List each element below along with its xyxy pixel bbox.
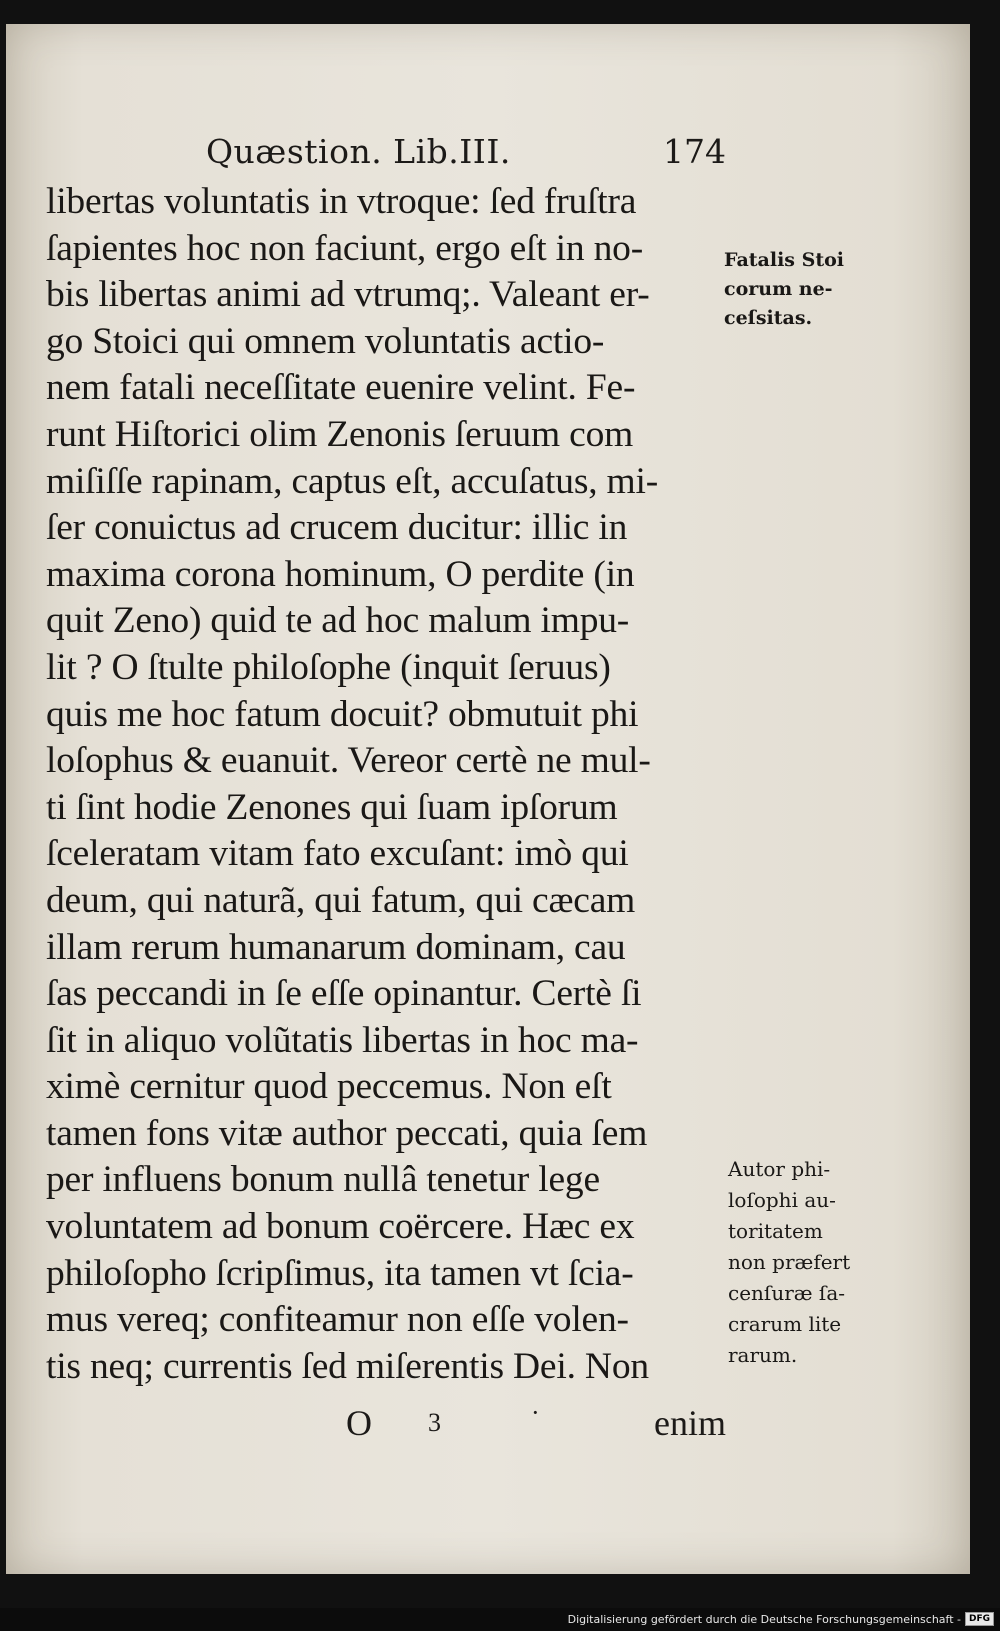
text-line: per influens bonum nullâ tenetur lege bbox=[46, 1159, 600, 1201]
text-line: lit ? O ſtulte philoſophe (inquit ſeruus) bbox=[46, 646, 611, 688]
text-line: ſer conuictus ad crucem ducitur: illic in bbox=[46, 507, 628, 549]
text-line: runt Hiſtorici olim Zenonis ſeruum com bbox=[46, 413, 634, 455]
text-line: philoſopho ſcripſimus, ita tamen vt ſcia- bbox=[46, 1252, 634, 1294]
text-line: libertas voluntatis in vtroque: ſed fruſtra bbox=[46, 181, 637, 222]
text-line: mus vereq; confiteamur non eſſe volen- bbox=[46, 1299, 629, 1341]
margin-note-fatalis bbox=[724, 246, 874, 333]
text-line: ti ſint hodie Zenones qui ſuam ipſorum bbox=[46, 786, 618, 828]
margin-note-line: rarum. bbox=[728, 1343, 798, 1367]
margin-note-line: Autor phi- bbox=[728, 1157, 831, 1181]
text-line: nem fatali neceſſitate euenire velint. Fe- bbox=[46, 367, 636, 409]
text-line: voluntatem ad bonum coërcere. Hæc ex bbox=[46, 1206, 635, 1248]
page-header bbox=[206, 132, 726, 176]
page-footer bbox=[346, 1398, 726, 1444]
text-line: bis libertas animi ad vtrumq;. Valeant er- bbox=[46, 274, 650, 316]
footer-dot: · bbox=[531, 1398, 540, 1427]
catchword: enim bbox=[654, 1403, 726, 1443]
dfg-logo-icon: DFG bbox=[965, 1612, 994, 1626]
text-line: quit Zeno) quid te ad hoc malum impu- bbox=[46, 600, 630, 642]
book-page bbox=[6, 24, 970, 1574]
margin-note-line: toritatem bbox=[728, 1219, 823, 1243]
margin-note-line: loſophi au- bbox=[728, 1188, 836, 1212]
text-line: ſas peccandi in ſe eſſe opinantur. Certè ſi bbox=[46, 973, 642, 1015]
text-line: quis me hoc fatum docuit? obmutuit phi bbox=[46, 693, 639, 735]
text-line: tamen fons vitæ author peccati, quia ſem bbox=[46, 1112, 648, 1154]
digitization-credit bbox=[568, 1611, 994, 1627]
text-line: maxima corona hominum, O perdite (in bbox=[46, 553, 635, 595]
text-line: tis neq; currentis ſed miſerentis Dei. Non bbox=[46, 1345, 649, 1387]
margin-note-line: non præfert bbox=[728, 1250, 851, 1274]
text-line: ſceleratam vitam fato excuſant: imò qui bbox=[46, 833, 629, 875]
text-line: miſiſſe rapinam, captus eſt, accuſatus, mi- bbox=[46, 460, 659, 502]
margin-note-line: ceſsitas. bbox=[724, 307, 813, 329]
main-text bbox=[46, 179, 721, 1390]
text-line: go Stoici qui omnem voluntatis actio- bbox=[46, 320, 605, 362]
text-line: ximè cernitur quod peccemus. Non eſt bbox=[46, 1066, 612, 1108]
page-number: 174 bbox=[663, 132, 726, 171]
running-head: Quæstion. Lib.III. bbox=[206, 132, 511, 171]
text-line: deum, qui naturã, qui fatum, qui cæcam bbox=[46, 879, 636, 921]
margin-note-line: Fatalis Stoi bbox=[724, 249, 844, 271]
text-line: loſophus & euanuit. Vereor certè ne mul- bbox=[46, 740, 651, 782]
text-line: ſit in aliquo volũtatis libertas in hoc ma- bbox=[46, 1019, 639, 1061]
credit-text: Digitalisierung gefördert durch die Deutsche Forschungsgemeinschaft - bbox=[567, 1612, 961, 1626]
margin-note-autor bbox=[728, 1154, 878, 1371]
text-line: illam rerum humanarum dominam, cau bbox=[46, 926, 626, 968]
text-line: ſapientes hoc non faciunt, ergo eſt in no- bbox=[46, 227, 643, 269]
margin-note-line: corum ne- bbox=[724, 278, 833, 300]
margin-note-line: crarum lite bbox=[728, 1312, 842, 1336]
signature-number: 3 bbox=[428, 1408, 441, 1437]
signature-mark: O bbox=[346, 1403, 372, 1443]
margin-note-line: cenſuræ ſa- bbox=[728, 1281, 846, 1305]
